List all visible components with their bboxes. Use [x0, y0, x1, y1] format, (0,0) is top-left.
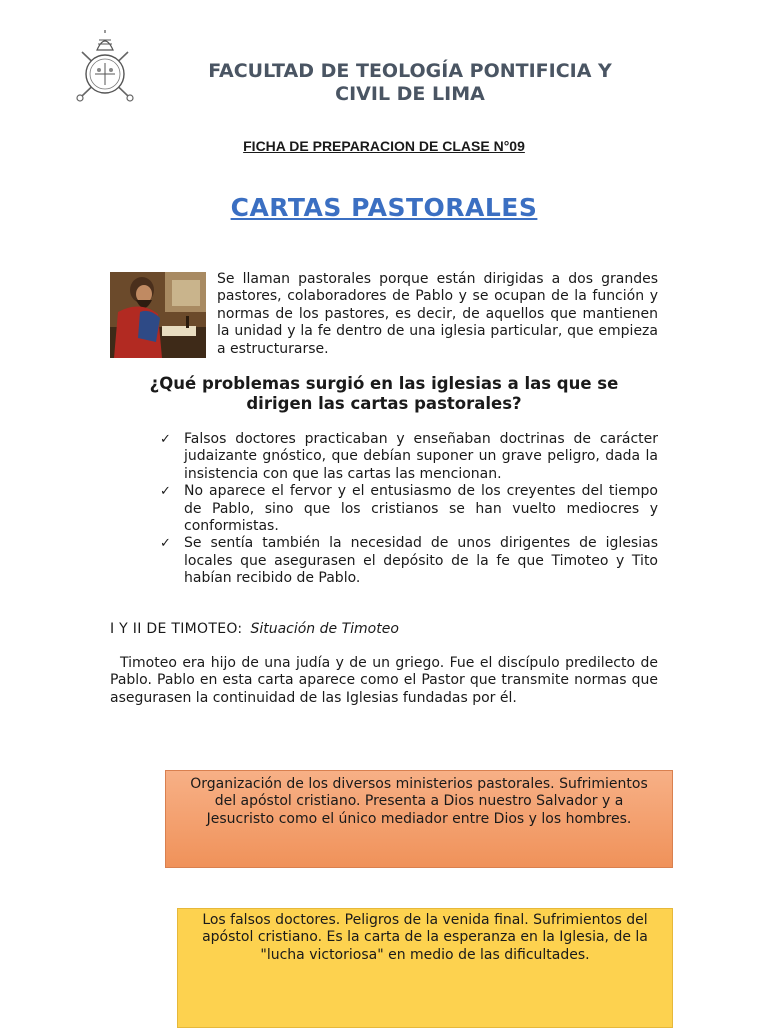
list-item-text: No aparece el fervor y el entusiasmo de los creyentes del tiempo de Pablo, sino que los cristianos se han vuelto mediocres y conformistas. — [184, 483, 658, 535]
papal-seal-icon — [70, 30, 140, 102]
problems-list — [160, 431, 658, 588]
question-line-2: dirigen las cartas pastorales? — [246, 394, 522, 413]
list-item — [160, 483, 658, 535]
saint-paul-portrait — [110, 272, 206, 358]
page-title: CARTAS PASTORALES — [230, 193, 538, 222]
timoteo-paragraph: Timoteo era hijo de una judía y de un griego. Fue el discípulo predilecto de Pablo. Pablo en esta carta aparece como el Pastor que transmite normas que asegurasen la continuidad de las Iglesias fundadas por él. — [110, 655, 658, 706]
question-line-1: ¿Qué problemas surgió en las iglesias a las que se — [149, 374, 619, 393]
section-question — [110, 374, 658, 414]
faculty-name — [150, 60, 670, 106]
list-item-text: Se sentía también la necesidad de unos dirigentes de iglesias locales que asegurasen el depósito de la fe que Timoteo y Tito habían recibido de Pablo. — [184, 535, 658, 587]
class-sheet-title: FICHA DE PREPARACION DE CLASE N°09 — [243, 138, 525, 154]
list-item-text: Falsos doctores practicaban y enseñaban doctrinas de carácter judaizante gnóstico, que debían suponer un grave peligro, dada la insistencia con que las cartas las mencionan. — [184, 431, 658, 482]
check-mark-icon: ✓ — [160, 432, 171, 447]
check-mark-icon: ✓ — [160, 536, 171, 552]
faculty-line-1: FACULTAD DE TEOLOGÍA PONTIFICIA Y — [208, 60, 612, 82]
section-subheading: Situación de Timoteo — [250, 621, 399, 637]
summary-box-orange: Organización de los diversos ministerios pastorales. Sufrimientos del apóstol cristiano. Presenta a Dios nuestro Salvador y a Jesucristo como el único mediador entre Dios y los hombres. — [165, 770, 673, 868]
intro-paragraph: Se llaman pastorales porque están dirigidas a dos grandes pastores, colaboradores de Pablo y se ocupan de la función y normas de los pastores, es decir, de aquellos que mantienen la unidad y la fe dentro de una iglesia particular, que empieza a estructurarse. — [217, 271, 658, 357]
section-heading — [110, 621, 399, 637]
check-mark-icon: ✓ — [160, 484, 171, 500]
section-heading-label: I Y II DE TIMOTEO: — [110, 621, 243, 637]
faculty-line-2: CIVIL DE LIMA — [335, 83, 485, 105]
list-item — [160, 431, 658, 483]
summary-box-yellow: Los falsos doctores. Peligros de la venida final. Sufrimientos del apóstol cristiano. Es la carta de la esperanza en la Iglesia, de la "lucha victoriosa" en medio de las dificultades. — [177, 908, 673, 1028]
list-item — [160, 535, 658, 587]
